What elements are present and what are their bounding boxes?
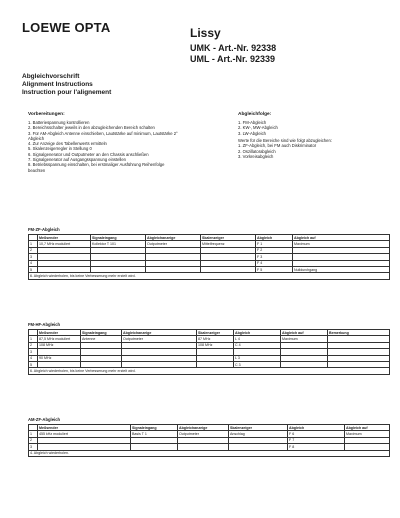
table-cell: 87,5 MHz moduliert [38, 336, 81, 342]
article-number-uml: UML - Art.-Nr. 92339 [190, 54, 276, 64]
table-cell: F 3 [256, 254, 293, 260]
title-fr: Instruction pour l'alignement [22, 89, 112, 96]
table-cell: 2 [29, 437, 38, 443]
table-cell: 10,7 MHz moduliert [38, 241, 91, 247]
table-cell: 5 [29, 361, 38, 367]
table-cell: F 5 [256, 266, 293, 272]
table-cell: F 4 [256, 260, 293, 266]
table-header: Abgleich [234, 330, 281, 336]
fm-hf-title: FM-HF-Abgleich [28, 322, 61, 327]
table-cell: C 3 [234, 361, 281, 367]
table-header: Meßsender [38, 235, 91, 241]
fm-zf-title: FM-ZF-Abgleich [28, 227, 60, 232]
table-header: Abgleich [288, 425, 345, 431]
list-item: 1. FM-Abgleich [238, 120, 267, 125]
table-cell: Anschlag [229, 431, 288, 437]
table-cell: Outputmeter [146, 241, 201, 247]
order-section [238, 112, 388, 159]
table-cell: F 1 [256, 241, 293, 247]
table-footnote-row [29, 368, 390, 374]
table-header: Abgleich auf [345, 425, 390, 431]
table-cell: 5 [29, 266, 38, 272]
preparation-heading: Vorbereitungen: [28, 112, 65, 117]
order-note: Werte für die Bereiche sind wie folgt abzugleichen: [238, 137, 332, 143]
list-item: 1. ZF-Abgleich, bei FM auch Diskriminator [238, 143, 317, 149]
list-item: 6. Signalgenerator und Outputmeter an den Chassis anschließen [28, 151, 149, 157]
list-item: 2. Oszillatorabgleich [238, 148, 276, 154]
table-cell: Basis T 1 [131, 431, 178, 437]
brand-logo: LOEWE OPTA [22, 20, 111, 35]
table-header: Signaleingang [91, 235, 146, 241]
table-cell: F 2 [256, 247, 293, 253]
table-cell: L 3 [234, 355, 281, 361]
table-header: Abgleichanzeige [178, 425, 229, 431]
fm-hf-table [28, 329, 390, 375]
list-item: 1. Batteriespannung kontrollieren [28, 120, 90, 125]
order-notes-list [238, 143, 388, 159]
table-header: Signaleingang [81, 330, 122, 336]
table-cell: 90 MHz [38, 355, 81, 361]
table-cell: 1 [29, 431, 38, 437]
table-cell: F 8 [288, 444, 345, 450]
am-zf-table [28, 424, 390, 457]
preparation-list [28, 120, 178, 173]
list-item: 3. Für AM-Abgleich Antenne einschieben, Lautstärke auf minimum, Lautstärke 2° Abgleich [28, 130, 178, 141]
table-cell: 1 [29, 241, 38, 247]
table-cell: 3 [29, 444, 38, 450]
table-cell: 87 MHz [197, 336, 234, 342]
am-zf-title: AM-ZF-Abgleich [28, 417, 61, 422]
table-cell: Antenne [81, 336, 122, 342]
table-cell: Kollektor T 101 [91, 241, 146, 247]
table-cell: C 4 [234, 342, 281, 348]
table-header: Bemerkung [328, 330, 390, 336]
table-header: Skalenzeiger [201, 235, 256, 241]
table-footnote-row [29, 273, 390, 279]
fm-hf-footnote: 6. Abgleich wiederholen, bis keine Verbesserung mehr erzielt wird. [29, 368, 390, 374]
table-cell: 108 MHz [38, 342, 81, 348]
table-cell: F 6 [288, 431, 345, 437]
list-item: 7. Signalgenerator auf Ausgangsspannung einstellen [28, 157, 127, 163]
am-zf-footnote: 4. Abgleich wiederholen. [29, 450, 390, 456]
table-footnote-row [29, 450, 390, 456]
table-cell: 4 [29, 355, 38, 361]
list-item: 3. LW-Abgleich [238, 130, 267, 136]
table-header: Abgleichanzeige [146, 235, 201, 241]
order-list [238, 120, 388, 136]
list-item: 8. Betriebsspannung einschalten, bei erstmaliger Ausführung Reihenfolge beachten [28, 162, 165, 173]
table-header: Signaleingang [131, 425, 178, 431]
table-cell: 2 [29, 247, 38, 253]
preparation-section [28, 112, 178, 173]
list-item: 5. Skalenzeigerregler in Stellung 0 [28, 146, 92, 152]
table-cell: L 4 [234, 336, 281, 342]
table-header: Meßsender [38, 425, 131, 431]
table-cell: 3 [29, 254, 38, 260]
fm-zf-table [28, 234, 390, 280]
table-header: Abgleich auf [281, 330, 328, 336]
list-item: 2. Bereichsschalter jeweils in den abzugleichenden Bereich schalten [28, 125, 155, 131]
table-cell: Maximum [345, 431, 390, 437]
table-cell: 3 [29, 349, 38, 355]
table-cell: 455 kHz moduliert [38, 431, 131, 437]
table-cell: Nulldurchgang [293, 266, 390, 272]
table-cell: Maximum [281, 336, 328, 342]
fm-zf-footnote: 6. Abgleich wiederholen, bis keine Verbesserung mehr erzielt wird. [29, 273, 390, 279]
article-number-umk: UMK - Art.-Nr. 92338 [190, 43, 277, 53]
table-header: Abgleichanzeige [122, 330, 197, 336]
title-de: Abgleichvorschrift [22, 73, 80, 80]
table-cell: 108 MHz [197, 342, 234, 348]
table-header: Skalenzeiger [197, 330, 234, 336]
table-header: Abgleich auf [293, 235, 390, 241]
table-cell: Outputmeter [178, 431, 229, 437]
list-item: 4. Zur Anzeige des Tabellenwerts ermitteln [28, 141, 107, 147]
table-header: Meßsender [38, 330, 81, 336]
list-item: 3. Vorkreisabgleich [238, 153, 274, 159]
table-header: Skalenzeiger [229, 425, 288, 431]
table-cell: 2 [29, 342, 38, 348]
table-cell: Maximum [293, 241, 390, 247]
list-item: 2. KW-, MW-Abgleich [238, 125, 278, 131]
title-en: Alignment Instructions [22, 81, 93, 88]
table-cell: Outputmeter [122, 336, 197, 342]
table-cell: 1 [29, 336, 38, 342]
model-name: Lissy [190, 26, 221, 40]
order-heading: Abgleichfolge: [238, 112, 272, 117]
table-cell: Mittelfrequenz [201, 241, 256, 247]
table-cell: F 7 [288, 437, 345, 443]
table-header: Abgleich [256, 235, 293, 241]
table-cell: 4 [29, 260, 38, 266]
